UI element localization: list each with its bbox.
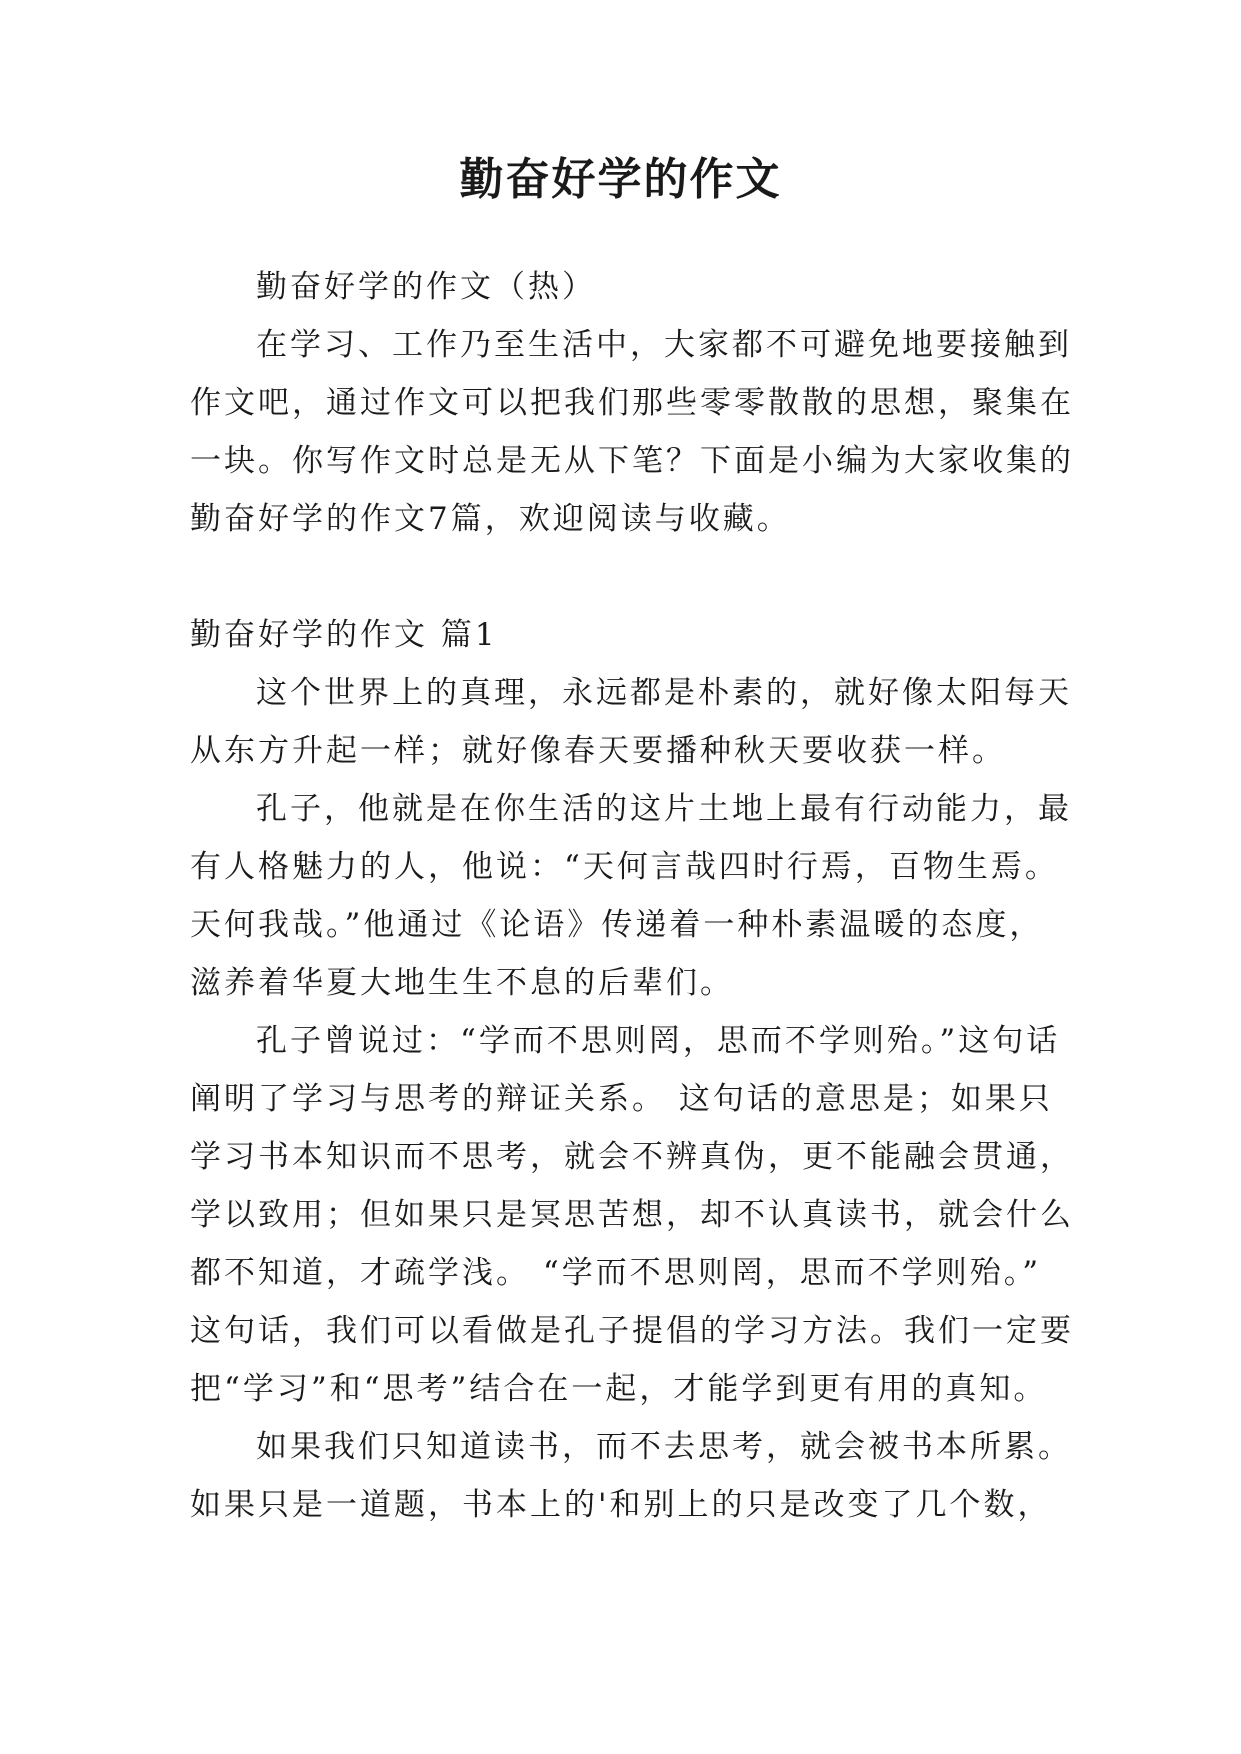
intro-line: 勤奋好学的作文7篇，欢迎阅读与收藏。: [190, 501, 791, 537]
body-line: 孔子，他就是在你生活的这片土地上最有行动能力，最: [256, 791, 1072, 827]
body-line: 有人格魅力的人，他说：“天何言哉四时行焉，百物生焉。: [190, 849, 1059, 885]
body-line: 学以致用；但如果只是冥思苦想，却不认真读书，就会什么: [190, 1197, 1074, 1233]
subtitle-line: 勤奋好学的作文（热）: [256, 269, 596, 305]
body-line: 学习书本知识而不思考，就会不辨真伪，更不能融会贯通，: [190, 1139, 1074, 1175]
intro-line: 一块。你写作文时总是无从下笔？下面是小编为大家收集的: [190, 443, 1074, 479]
section-heading: 勤奋好学的作文 篇1: [190, 617, 498, 653]
document-body: [190, 258, 1074, 1534]
paragraph-gap: [190, 548, 1070, 606]
body-line: 把“学习”和“思考”结合在一起，才能学到更有用的真知。: [190, 1371, 1048, 1407]
body-line: 天何我哉。”他通过《论语》传递着一种朴素温暖的态度，: [190, 907, 1044, 943]
body-line: 孔子曾说过：“学而不思则罔，思而不学则殆。”这句话: [256, 1023, 1061, 1059]
intro-line: 在学习、工作乃至生活中，大家都不可避免地要接触到: [256, 327, 1072, 363]
body-line: 阐明了学习与思考的辩证关系。 这句话的意思是；如果只: [190, 1081, 1053, 1117]
body-line: 滋养着华夏大地生生不息的后辈们。: [190, 965, 734, 1001]
body-line: 都不知道，才疏学浅。 “学而不思则罔，思而不学则殆。”: [190, 1255, 1042, 1291]
body-line: 这个世界上的真理，永远都是朴素的，就好像太阳每天: [256, 675, 1072, 711]
intro-line: 作文吧，通过作文可以把我们那些零零散散的思想，聚集在: [190, 385, 1074, 421]
document-title: 勤奋好学的作文: [459, 154, 782, 205]
body-line: 如果我们只知道读书，而不去思考，就会被书本所累。: [256, 1429, 1072, 1465]
body-line: 从东方升起一样；就好像春天要播种秋天要收获一样。: [190, 733, 1006, 769]
body-line: 这句话，我们可以看做是孔子提倡的学习方法。我们一定要: [190, 1313, 1074, 1349]
body-line: 如果只是一道题，书本上的'和别上的只是改变了几个数，: [190, 1487, 1052, 1523]
